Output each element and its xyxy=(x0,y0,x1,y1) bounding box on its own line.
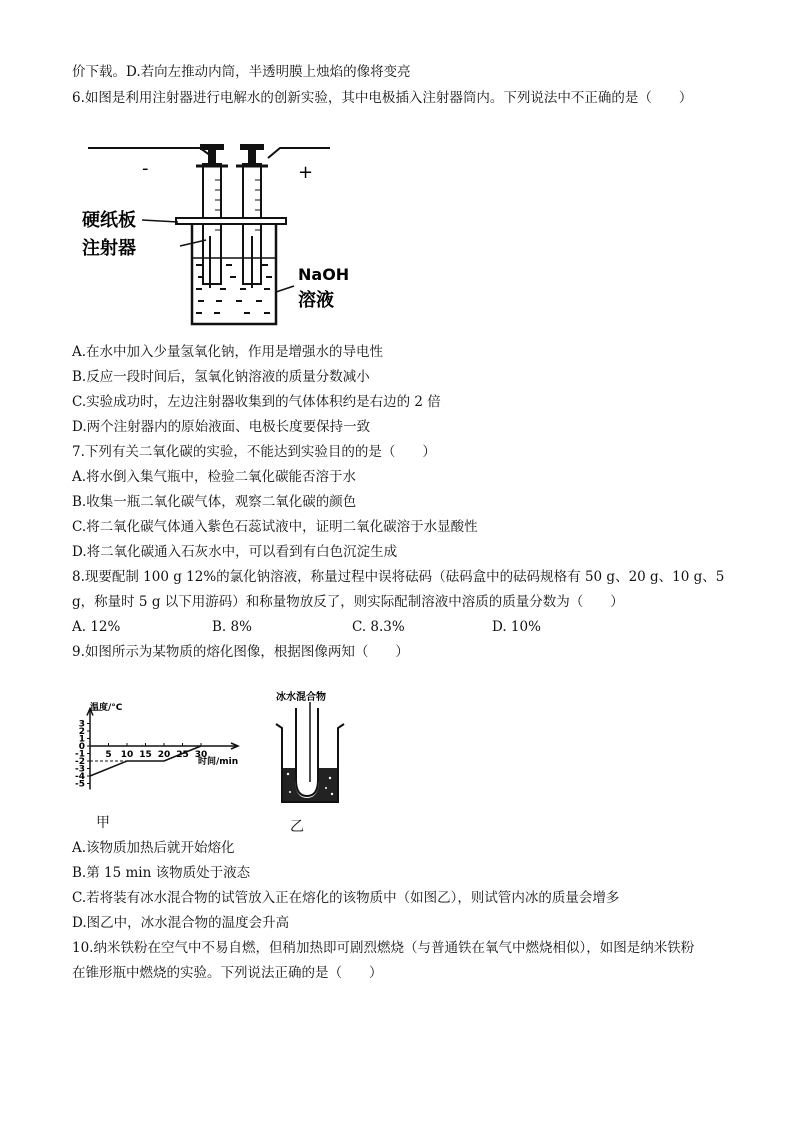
y-tick-label: -1 xyxy=(75,749,85,760)
melting-graph xyxy=(70,696,250,816)
option-8a: A. 12% xyxy=(72,619,121,635)
x-axis-label: 时间/min xyxy=(198,757,239,767)
option-9c: C.若将装有冰水混合物的试管放入正在熔化的该物质中（如图乙），则试管内冰的质量会增多 xyxy=(72,890,620,906)
board-label: 硬纸板 xyxy=(82,210,136,231)
option-8c: C. 8.3% xyxy=(352,619,405,635)
y-tick-label: -3 xyxy=(75,764,85,775)
option-7b: B.收集一瓶二氧化碳气体，观察二氧化碳的颜色 xyxy=(72,494,357,510)
option-7c: C.将二氧化碳气体通入紫色石蕊试液中，证明二氧化碳溶于水显酸性 xyxy=(72,519,478,535)
y-tick-label: 1 xyxy=(78,734,85,745)
x-tick-label: 25 xyxy=(176,750,189,760)
option-9d: D.图乙中，冰水混合物的温度会升高 xyxy=(72,915,290,931)
question-9: 9.如图所示为某物质的熔化图像，根据图像两知（ ） xyxy=(72,644,409,660)
option-8d: D. 10% xyxy=(492,619,541,635)
x-tick-label: 5 xyxy=(105,750,112,760)
question-8-line2: g，称量时 5 g 以下用游码）和称量物放反了，则实际配制溶液中溶质的质量分数为（ ） xyxy=(72,594,624,610)
x-tick-label: 15 xyxy=(139,750,152,760)
option-6b: B.反应一段时间后，氢氧化钠溶液的质量分数减小 xyxy=(72,369,370,385)
solution-label: 溶液 xyxy=(298,290,334,311)
y-tick-label: 0 xyxy=(78,742,85,752)
y-axis-label: 温度/°C xyxy=(90,703,123,713)
question-10-line1: 10.纳米铁粉在空气中不易自燃，但稍加热即可剧烈燃烧（与普通铁在氧气中燃烧相似），如图是纳米铁粉 xyxy=(72,940,695,956)
question-10-line2: 在锥形瓶中燃烧的实验。下列说法正确的是（ ） xyxy=(72,965,383,981)
y-tick-label: -2 xyxy=(75,757,85,767)
caption-yi: 乙 xyxy=(290,819,304,835)
question-8-line1: 8.现要配制 100 g 12%的氯化钠溶液，称量过程中误将砝码（砝码盒中的砝码规格有 50 g、20 g、10 g、5 xyxy=(72,569,725,585)
x-tick-label: 10 xyxy=(120,750,134,760)
plus-label: + xyxy=(298,162,314,183)
question-7: 7.下列有关二氧化碳的实验，不能达到实验目的的是（ ） xyxy=(72,444,436,460)
y-tick-label: 3 xyxy=(78,719,85,730)
question-6: 6.如图是利用注射器进行电解水的创新实验，其中电极插入注射器筒内。下列说法中不正确的是（ ） xyxy=(72,90,693,106)
option-8b: B. 8% xyxy=(212,619,252,635)
syringe-label: 注射器 xyxy=(82,238,136,259)
option-6a: A.在水中加入少量氢氧化钠，作用是增强水的导电性 xyxy=(72,344,384,360)
minus-label: - xyxy=(142,158,149,179)
mixture-label: 冰水混合物 xyxy=(276,692,326,703)
option-7a: A.将水倒入集气瓶中，检验二氧化碳能否溶于水 xyxy=(72,469,357,485)
ice-water-figure xyxy=(270,688,360,810)
text-line: 价下载。D.若向左推动内筒，半透明膜上烛焰的像将变亮 xyxy=(72,64,411,80)
x-tick-label: 30 xyxy=(194,750,208,760)
option-9a: A.该物质加热后就开始熔化 xyxy=(72,840,235,856)
x-tick-label: 20 xyxy=(157,750,171,760)
y-tick-label: -4 xyxy=(75,772,85,782)
option-6c: C.实验成功时，左边注射器收集到的气体体积约是右边的 2 倍 xyxy=(72,394,441,410)
electrolysis-figure xyxy=(80,136,380,332)
y-tick-label: 2 xyxy=(78,727,85,737)
y-tick-label: -5 xyxy=(75,779,85,790)
option-7d: D.将二氧化碳通入石灰水中，可以看到有白色沉淀生成 xyxy=(72,544,398,560)
caption-jia: 甲 xyxy=(96,815,110,831)
naoh-label: NaOH xyxy=(298,265,350,284)
question-8-options xyxy=(72,617,632,637)
option-9b: B.第 15 min 该物质处于液态 xyxy=(72,865,251,881)
option-6d: D.两个注射器内的原始液面、电极长度要保持一致 xyxy=(72,419,371,435)
